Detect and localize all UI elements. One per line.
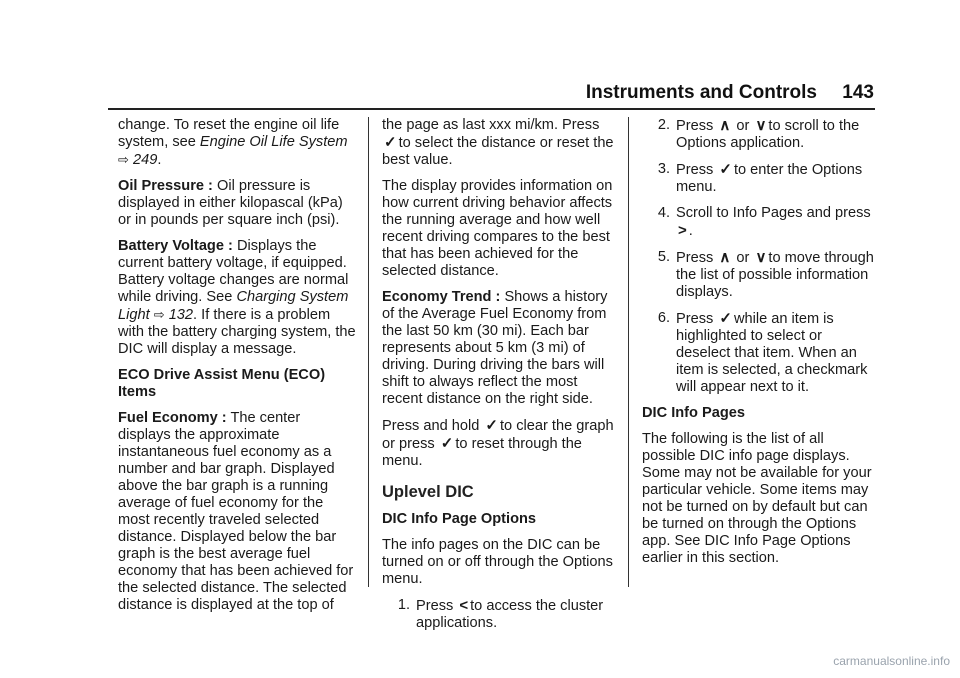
chevron-right-icon: > bbox=[678, 222, 687, 239]
step-1: 1. Press < to access the cluster applications. bbox=[397, 597, 604, 631]
paragraph-economy-trend: Economy Trend : Shows a history of the Average Fuel Economy from the last 50 km (30 mi). Each bar represents about 5 km (3 mi) of driving. During driving the bars will shift to always reflect the most recent distance on the right side. bbox=[382, 289, 608, 407]
heading-dic-info-page-options: DIC Info Page Options bbox=[382, 511, 537, 527]
column-3 bbox=[642, 117, 878, 576]
step-5: 5. Press ∧ or ∨ to move through the list of possible information displays. bbox=[657, 249, 874, 300]
paragraph-battery-voltage: Battery Voltage : Displays the current battery voltage, if equipped. Battery voltage changes are normal while driving. See Charging System Light ⇨ 132. If there is a problem with the battery charging system, the DIC will display a message. bbox=[118, 238, 356, 357]
step-3: 3. Press ✓ to enter the Options menu. bbox=[657, 161, 863, 195]
checkmark-icon: ✓ bbox=[440, 435, 454, 452]
step-6: 6. Press ✓ while an item is highlighted to select or deselect that item. When an item is selected, a checkmark will appear next to it. bbox=[657, 310, 868, 395]
section-title: Instruments and Controls bbox=[585, 82, 817, 103]
link-engine-oil-life-system[interactable]: Engine Oil Life System bbox=[199, 134, 348, 150]
page-header bbox=[0, 78, 960, 108]
term-economy-trend: Economy Trend : bbox=[382, 289, 501, 305]
watermark: carmanualsonline.info bbox=[833, 654, 950, 668]
heading-dic-info-pages: DIC Info Pages bbox=[642, 405, 745, 421]
step-4: 4. Scroll to Info Pages and press > . bbox=[657, 205, 871, 239]
paragraph-oil-pressure: Oil Pressure : Oil pressure is displayed in either kilopascal (kPa) or in pounds per square inch (psi). bbox=[118, 178, 343, 228]
paragraph-distance-select: the page as last xxx mi/km. Press ✓ to select the distance or reset the best value. bbox=[382, 117, 614, 168]
heading-uplevel-dic: Uplevel DIC bbox=[382, 483, 474, 501]
column-1 bbox=[118, 117, 356, 623]
checkmark-icon: ✓ bbox=[384, 134, 397, 151]
page-ref[interactable]: 132 bbox=[168, 307, 194, 323]
checkmark-icon: ✓ bbox=[719, 310, 732, 327]
column-divider-1 bbox=[368, 117, 369, 587]
page-ref-arrow-icon: ⇨ bbox=[118, 152, 129, 167]
term-fuel-economy: Fuel Economy : bbox=[118, 410, 227, 426]
term-battery-voltage: Battery Voltage : bbox=[118, 238, 233, 254]
paragraph-clear-graph: Press and hold ✓ to clear the graph or press ✓ to reset through the menu. bbox=[382, 417, 614, 469]
paragraph-oil-life-reset: change. To reset the engine oil life system, see Engine Oil Life System ⇨ 249. bbox=[118, 117, 348, 168]
link-charging-system-light[interactable]: Charging System Light bbox=[118, 289, 349, 323]
heading-eco-drive-assist: ECO Drive Assist Menu (ECO) Items bbox=[118, 367, 326, 400]
chevron-up-icon: ∧ bbox=[719, 117, 731, 134]
column-2 bbox=[382, 117, 614, 641]
chevron-left-icon: < bbox=[459, 597, 469, 614]
step-2: 2. Press ∧ or ∨ to scroll to the Options application. bbox=[657, 117, 860, 151]
page-ref[interactable]: 249 bbox=[132, 152, 158, 168]
header-rule bbox=[108, 108, 875, 110]
paragraph-info-pages-options: The info pages on the DIC can be turned on or off through the Options menu. bbox=[382, 537, 613, 587]
page-ref-arrow-icon: ⇨ bbox=[153, 307, 165, 322]
checkmark-icon: ✓ bbox=[485, 417, 498, 434]
page-number: 143 bbox=[842, 82, 874, 103]
checkmark-icon: ✓ bbox=[719, 161, 732, 178]
paragraph-info-pages-list: The following is the list of all possible DIC info page displays. Some may not be available for your particular vehicle. Some items may not be turned on by default but can be turned on through the Options app. See DIC Info Page Options earlier in this section. bbox=[642, 431, 872, 566]
chevron-down-icon: ∨ bbox=[755, 117, 767, 134]
chevron-up-icon: ∧ bbox=[719, 249, 731, 266]
paragraph-display-info: The display provides information on how current driving behavior affects the running average and how well recent driving compares to the best that has been achieved for the selected distance. bbox=[382, 178, 613, 279]
paragraph-fuel-economy: Fuel Economy : The center displays the approximate instantaneous fuel economy as a number and bar graph. Displayed above the bar graph is a running average of fuel economy for the most recently traveled selected distance. Displayed below the bar graph is the best average fuel economy that has been achieved for the selected distance. The selected distance is displayed at the top of bbox=[118, 410, 354, 613]
term-oil-pressure: Oil Pressure : bbox=[118, 178, 213, 194]
column-divider-2 bbox=[628, 117, 629, 587]
chevron-down-icon: ∨ bbox=[755, 249, 767, 266]
